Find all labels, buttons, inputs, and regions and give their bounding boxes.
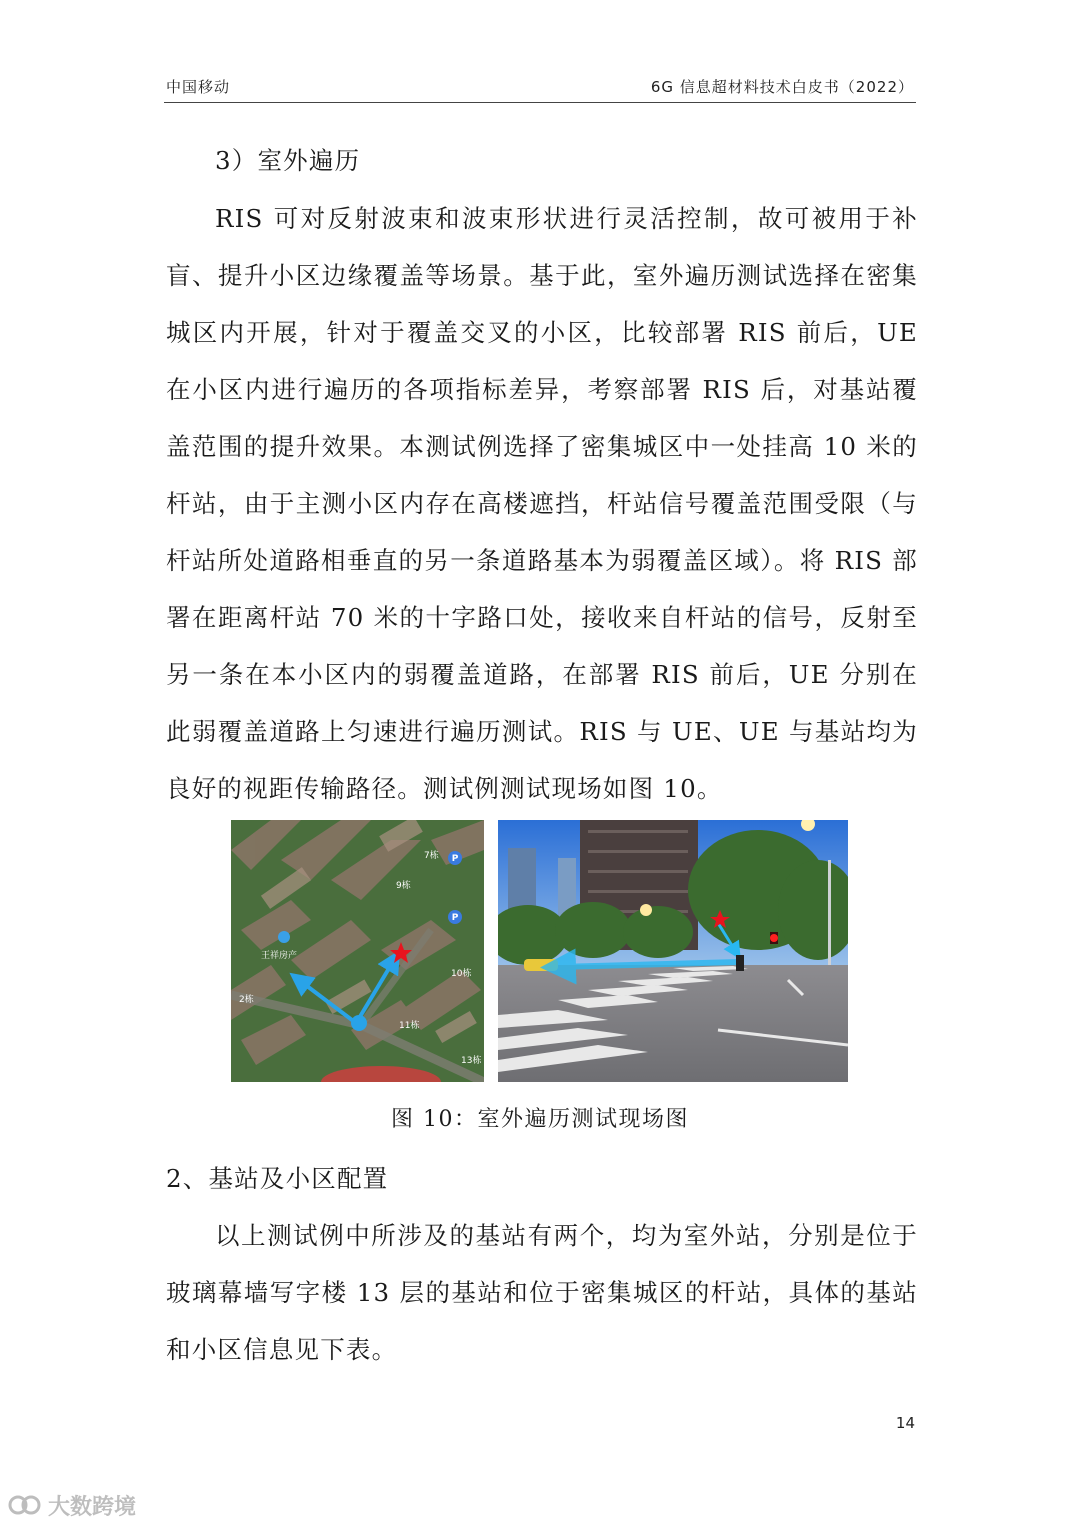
header-left: 中国移动	[166, 78, 231, 96]
figure-map	[231, 820, 484, 1082]
map-label-2: 2栋	[239, 995, 254, 1005]
section-heading: 3）室外遍历	[215, 146, 361, 175]
figure-caption: 图 10：室外遍历测试现场图	[391, 1107, 689, 1132]
watermark	[8, 1490, 136, 1520]
map-label-11: 11栋	[399, 1021, 420, 1031]
watermark-logo-icon	[8, 1494, 42, 1516]
paragraph-1: RIS 可对反射波束和波束形状进行灵活控制，故可被用于补盲、提升小区边缘覆盖等场景。基于此，室外遍历测试选择在密集城区内开展，针对于覆盖交叉的小区，比较部署 RIS 前后，UE 在小区内进行遍历的各项指标差异，考察部署 RIS 后，对基站覆盖范围的提升效果。本测试例选择了密集城区中一处挂高 10 米的杆站，由于主测小区内存在高楼遮挡，杆站信号覆盖范围受限（与杆站所处道路相垂直的另一条道路基本为弱覆盖区域）。将 RIS 部署在距离杆站 70 米的十字路口处，接收来自杆站的信号，反射至另一条在本小区内的弱覆盖道路，在部署 RIS 前后，UE 分别在此弱覆盖道路上匀速进行遍历测试。RIS 与 UE、UE 与基站均为良好的视距传输路径。测试例测试现场如图 10。	[166, 204, 918, 803]
section-2-heading: 2、基站及小区配置	[166, 1164, 389, 1193]
figure-street-photo	[498, 820, 848, 1082]
header-right: 6G 信息超材料技术白皮书（2022）	[650, 78, 914, 96]
svg-text:P: P	[451, 854, 459, 864]
map-label-poi: 王祥房产	[261, 951, 298, 961]
poi-icon	[278, 931, 290, 943]
map-label-13: 13栋	[461, 1056, 482, 1066]
paragraph-2: 以上测试例中所涉及的基站有两个，均为室外站，分别是位于玻璃幕墙写字楼 13 层的基站和位于密集城区的杆站，具体的基站和小区信息见下表。	[166, 1221, 918, 1364]
map-label-10: 10栋	[451, 969, 472, 979]
map-label-7: 7栋	[424, 851, 439, 861]
page-number: 14	[895, 1414, 915, 1432]
header-rule	[164, 102, 916, 103]
watermark-text: 大数跨境	[48, 1494, 137, 1520]
ris-panel	[736, 955, 744, 971]
base-station-marker	[351, 1015, 367, 1031]
svg-text:P: P	[451, 913, 459, 923]
map-label-9: 9栋	[396, 881, 411, 891]
